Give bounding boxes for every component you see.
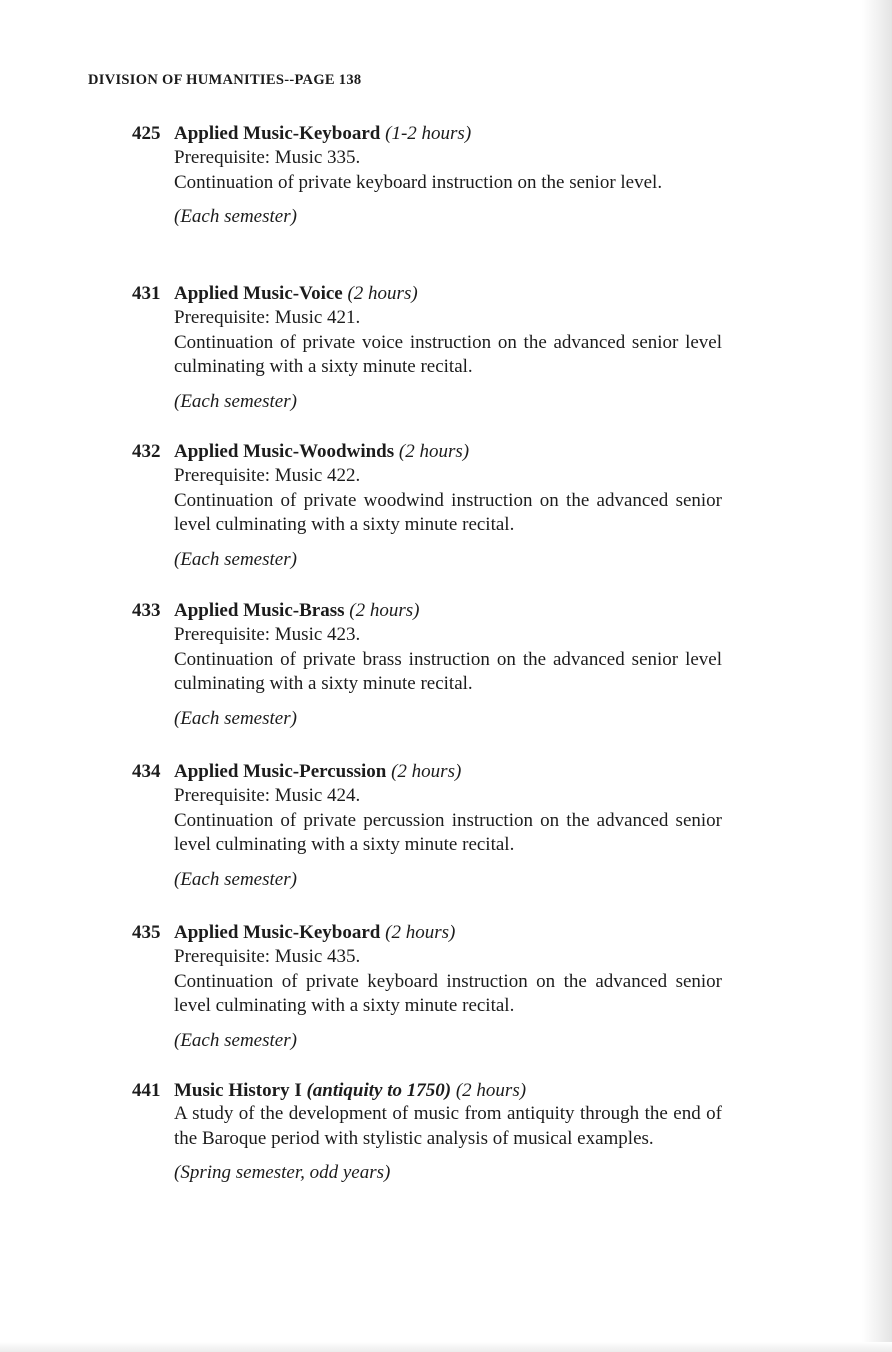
course-heading: [132, 1080, 732, 1102]
course-title: Applied Music-Voice: [174, 283, 343, 304]
course-term: (Each semester): [174, 1029, 297, 1051]
course-number: 441: [132, 1080, 161, 1101]
course-entry-432: [132, 441, 732, 572]
course-entry-441: [132, 1080, 732, 1186]
course-number: 435: [132, 922, 161, 943]
course-prerequisite: Prerequisite: Music 422.: [174, 465, 361, 486]
course-term: (Each semester): [174, 707, 297, 729]
course-description: A study of the development of music from antiquity through the end of the Baroque period with stylistic analysis of musical examples.: [174, 1103, 722, 1149]
course-term: (Each semester): [174, 548, 297, 570]
course-hours: (2 hours): [347, 283, 418, 304]
course-description: Continuation of private keyboard instruction on the advanced senior level culminating with a sixty minute recital.: [174, 970, 722, 1016]
course-description: Continuation of private keyboard instruction on the senior level.: [174, 171, 663, 193]
course-heading: [132, 123, 732, 145]
course-hours: (2 hours): [385, 922, 456, 943]
page-bottom-edge: [0, 1342, 892, 1352]
course-title: Applied Music-Brass: [174, 600, 345, 621]
course-entry-431: [132, 283, 732, 414]
course-title: Applied Music-Percussion: [174, 761, 387, 782]
course-term: (Each semester): [174, 868, 297, 890]
course-number: 434: [132, 761, 161, 782]
course-number: 431: [132, 283, 161, 304]
course-entry-434: [132, 761, 732, 892]
course-number: 433: [132, 600, 161, 621]
course-heading: [132, 283, 732, 305]
course-title: Music History I: [174, 1080, 302, 1101]
course-title: Applied Music-Woodwinds: [174, 441, 395, 462]
course-description: Continuation of private brass instruction on the advanced senior level culminating with a sixty minute recital.: [174, 648, 722, 694]
course-heading: [132, 922, 732, 944]
course-hours: (1-2 hours): [385, 123, 472, 144]
course-hours: (2 hours): [398, 441, 470, 462]
page-header: DIVISION OF HUMANITIES--PAGE 138: [88, 72, 362, 88]
course-hours: (2 hours): [455, 1080, 527, 1101]
course-prerequisite: Prerequisite: Music 335.: [174, 147, 361, 168]
course-prerequisite: Prerequisite: Music 421.: [174, 307, 361, 328]
course-term: (Each semester): [174, 390, 297, 412]
course-prerequisite: Prerequisite: Music 423.: [174, 624, 361, 645]
course-title: Applied Music-Keyboard: [174, 922, 381, 943]
course-entry-435: [132, 922, 732, 1053]
course-entry-425: [132, 123, 732, 230]
course-subtitle: (antiquity to 1750): [306, 1080, 452, 1101]
course-heading: [132, 441, 732, 463]
course-term: (Spring semester, odd years): [174, 1162, 391, 1183]
course-title: Applied Music-Keyboard: [174, 123, 381, 144]
course-number: 425: [132, 123, 161, 144]
course-description: Continuation of private woodwind instruction on the advanced senior level culminating with a sixty minute recital.: [174, 489, 722, 535]
course-description: Continuation of private percussion instruction on the advanced senior level culminating with a sixty minute recital.: [174, 809, 722, 855]
course-heading: [132, 761, 732, 783]
course-hours: (2 hours): [349, 600, 420, 621]
course-heading: [132, 600, 732, 622]
course-number: 432: [132, 441, 161, 462]
course-term: (Each semester): [174, 206, 297, 227]
page-edge-shadow: [862, 0, 892, 1352]
course-description: Continuation of private voice instruction on the advanced senior level culminating with a sixty minute recital.: [174, 331, 722, 377]
course-hours: (2 hours): [391, 761, 462, 782]
course-prerequisite: Prerequisite: Music 424.: [174, 785, 361, 806]
course-prerequisite: Prerequisite: Music 435.: [174, 946, 361, 967]
course-entry-433: [132, 600, 732, 731]
